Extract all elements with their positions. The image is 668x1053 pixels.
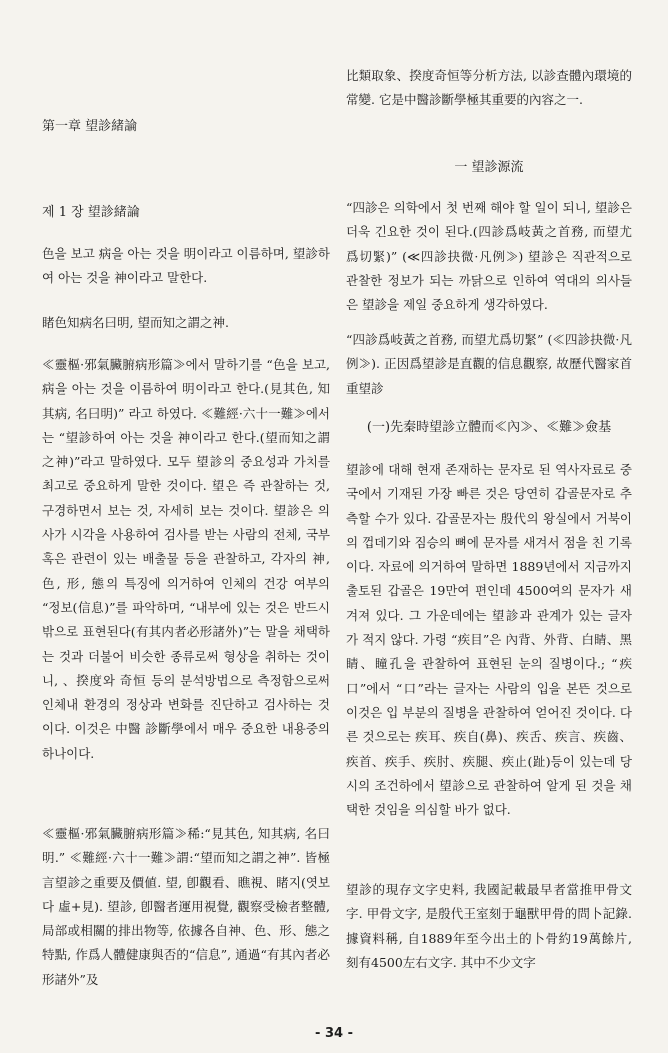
subsection-heading: (一)先秦時望診立體而≪內≫、≪難≫僉基 xyxy=(366,420,612,435)
page-number: - 34 - xyxy=(315,1026,353,1041)
paragraph: 色을 보고 病을 아는 것을 明이라고 이름하며, 望診하여 아는 것을 神이라고 말한다. xyxy=(42,246,330,286)
section-heading: 一 望診源流 xyxy=(454,160,524,175)
chapter-title-ko: 제 1 장 望診緒論 xyxy=(42,205,140,220)
paragraph: 比類取象、揆度奇恒等分析方法, 以診查體內環境的常變. 它是中醫診斷學極其重要的內容之一. xyxy=(346,68,632,108)
chapter-title-zh: 第一章 望診緒論 xyxy=(42,119,138,134)
paragraph: “四診爲岐黃之首務, 而望尤爲切緊” (≪四診抉微·凡例≫). 正因爲望診是直觀的信息觀察, 故歷代醫家首重望診 xyxy=(346,332,632,396)
paragraph: “四診은 의학에서 첫 번째 해야 할 일이 되니, 望診은 더욱 긴요한 것이 된다.(四診爲岐黃之首務, 而望尤爲切緊)” (≪四診抉微·凡例≫) 望診은 직관적으로 관찰한 정보가 되는 까닭으로 인하여 역대의 의사들은 望診을 제일 중요하게 생각하였다. xyxy=(346,200,632,313)
paragraph: ≪靈樞·邪氣臟腑病形篇≫稀:“見其色, 知其病, 名曰明.” ≪難經·六十一難≫謂:“望而知之謂之神”. 皆極言望診之重要及價値. 望, 卽觀看、瞧視、睹지(엿보다 虛+見). 望診, 卽醫者運用視覺, 觀察受檢者整體, 局部或相關的排出物等, 依據各自神、色、形、態之特點, 作爲人體健康與否的“信息”, 通過“有其內者必形諸外”及 xyxy=(42,826,330,987)
paragraph: 睹色知病名曰明, 望而知之謂之神. xyxy=(42,315,229,330)
paragraph: 望診에 대해 현재 존재하는 문자로 된 역사자료로 중국에서 기재된 가장 빠른 것은 당연히 갑골문자로 추측할 수가 있다. 갑골문자는 殷代의 왕실에서 거북이의 껍데기와 짐승의 뼈에 문자를 새겨서 점을 친 기록이다. 자료에 의거하여 말하면 1889년에서 지금까지 출토된 갑골은 19만여 편인데 4500여의 문자가 새겨져 있다. 그 가운데에는 望診과 관계가 있는 글자가 적지 않다. 가령 “疾目”은 內背、外背、白睛、黑睛、瞳孔을 관찰하여 표현된 눈의 질병이다.; “疾口”에서 “口”라는 글자는 사람의 입을 본뜬 것으로 이것은 입 부분의 질병을 관찰하여 얻어진 것이다. 다른 것으로는 疾耳、疾自(鼻)、疾舌、疾言、疾齒、疾首、疾手、疾肘、疾腿、疾止(趾)등이 있는데 당시의 조건하에서 望診으로 관찰하여 알게 된 것을 채택한 것임을 의심할 바가 없다. xyxy=(346,462,632,818)
paragraph: 望診的現存文字史料, 我國記載最早者當推甲骨文字. 甲骨文字, 是殷代王室刻于龜獸甲骨的問卜記錄. 據資料稱, 自1889年至今出土的卜骨約19萬餘片, 刻有4500左右文字. 其中不少文字 xyxy=(346,882,632,970)
paragraph: ≪靈樞·邪氣臟腑病形篇≫에서 말하기를 “色을 보고, 病을 아는 것을 이름하여 明이라고 한다.(見其色, 知其病, 名曰明)” 라고 하였다. ≪難經·六十一難≫에서는 “望診하여 아는 것을 神이라고 한다.(望而知之謂之神)”라고 말하였다. 모두 望診의 중요성과 가치를 최고로 중요하게 말한 것이다. 望은 즉 관찰하는 것, 구경하면서 보는 것, 자세히 보는 것이다. 望診은 의사가 시각을 사용하여 검사를 받는 사람의 전체, 국부 혹은 관련이 있는 배출물 등을 관찰하고, 각자의 神, 色, 形, 態의 특징에 의거하여 인체의 건강 여부의 “정보(信息)”를 파악하며, “내부에 있는 것은 반드시 밖으로 표현된다(有其内者必形諸外)”는 말을 채택하는 것과 더불어 비슷한 종류로써 형상을 취하는 것이니, 、揆度와 奇恒 등의 분석방법으로 측정함으로써 인체내 환경의 정상과 변화를 진단하고 검사하는 것이다. 이것은 中醫 診斷學에서 매우 중요한 내용중의 하나이다. xyxy=(42,357,330,761)
